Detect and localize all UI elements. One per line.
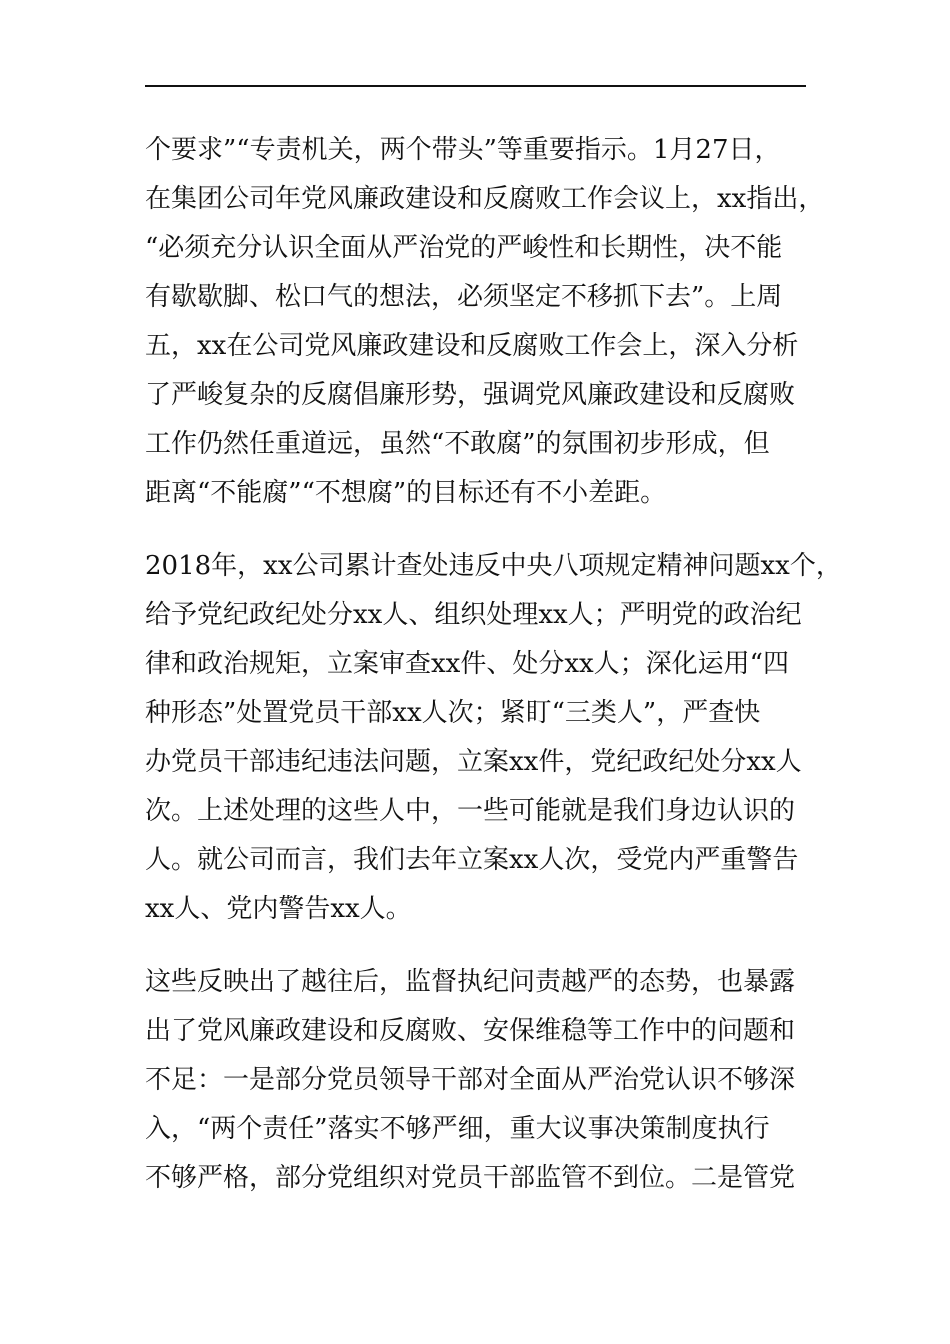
text-line: “必须充分认识全面从严治党的严峻性和长期性，决不能 [145, 233, 783, 263]
paragraph-3 [145, 958, 815, 1203]
text-line: 给予党纪政纪处分xx人、组织处理xx人；严明党的政治纪 [145, 600, 802, 630]
body-text [145, 126, 842, 1227]
text-line: 办党员干部违纪违法问题，立案xx件，党纪政纪处分xx人 [145, 747, 802, 777]
text-line: 工作仍然任重道远，虽然“不敢腐”的氛围初步形成，但 [145, 429, 770, 459]
header-rule [145, 85, 806, 87]
text-line: 人。就公司而言，我们去年立案xx人次，受党内严重警告 [145, 845, 799, 875]
text-line: 2018年，xx公司累计查处违反中央八项规定精神问题xx个， [145, 551, 842, 581]
paragraph-1 [145, 126, 825, 518]
text-line: 距离“不能腐”“不想腐”的目标还有不小差距。 [145, 478, 667, 508]
text-line: 五，xx在公司党风廉政建设和反腐败工作会上，深入分析 [145, 331, 799, 361]
paragraph-2 [145, 542, 842, 934]
text-line: 这些反映出了越往后，监督执纪问责越严的态势，也暴露 [145, 967, 796, 997]
text-line: 出了党风廉政建设和反腐败、安保维稳等工作中的问题和 [145, 1016, 796, 1046]
text-line: 个要求”“专责机关，两个带头”等重要指示。1月27日， [145, 135, 781, 165]
text-line: 种形态”处置党员干部xx人次；紧盯“三类人”，严查快 [145, 698, 761, 728]
text-line: 次。上述处理的这些人中，一些可能就是我们身边认识的 [145, 796, 796, 826]
text-line: 有歇歇脚、松口气的想法，必须坚定不移抓下去”。上周 [145, 282, 783, 312]
text-line: xx人、党内警告xx人。 [145, 894, 412, 924]
text-line: 在集团公司年党风廉政建设和反腐败工作会议上，xx指出， [145, 184, 825, 214]
text-line: 了严峻复杂的反腐倡廉形势，强调党风廉政建设和反腐败 [145, 380, 796, 410]
text-line: 不够严格，部分党组织对党员干部监管不到位。二是管党 [145, 1163, 796, 1193]
text-line: 律和政治规矩，立案审查xx件、处分xx人；深化运用“四 [145, 649, 789, 679]
text-line: 入，“两个责任”落实不够严细，重大议事决策制度执行 [145, 1114, 770, 1144]
text-line: 不足：一是部分党员领导干部对全面从严治党认识不够深 [145, 1065, 796, 1095]
